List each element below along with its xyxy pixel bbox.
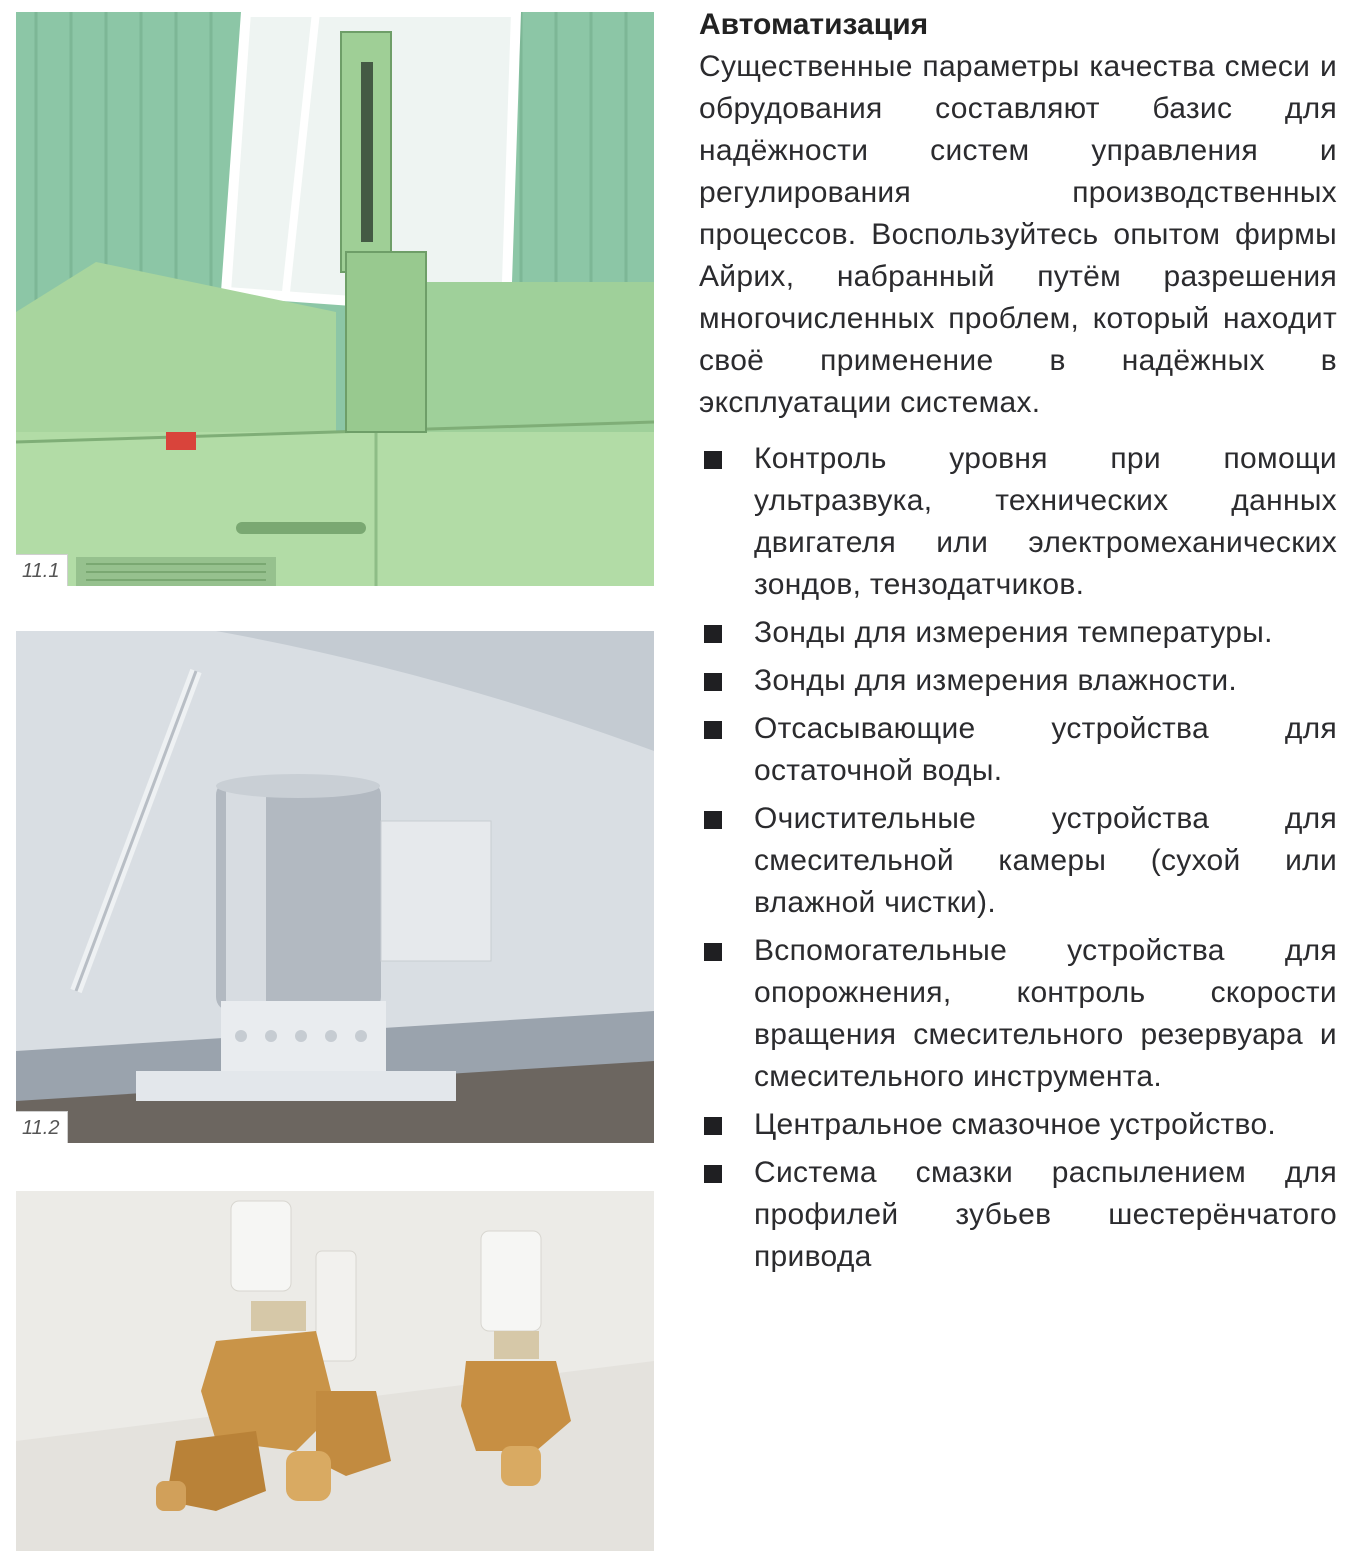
section-heading: Автоматизация (699, 8, 929, 41)
list-item: Отсасывающие устройства для остаточной воды. (699, 708, 1337, 792)
list-item: Система смазки распылением для профилей зубьев шестерёнчатого привода (699, 1152, 1337, 1278)
text-column (699, 4, 1337, 1284)
bullet-square-icon (704, 811, 722, 829)
figure-label-11-1: 11.1 (16, 554, 68, 586)
bullet-square-icon (704, 943, 722, 961)
bullet-square-icon (704, 1117, 722, 1135)
photo-spray-nozzles (16, 1191, 654, 1551)
photo-green-mixer (16, 12, 654, 586)
green-mixer-illustration (16, 12, 654, 586)
bullet-square-icon (704, 721, 722, 739)
bullet-square-icon (704, 451, 722, 469)
list-item: Зонды для измерения температуры. (699, 612, 1337, 654)
bullet-square-icon (704, 673, 722, 691)
spray-nozzles-illustration (16, 1191, 654, 1551)
figure-label-11-2: 11.2 (16, 1111, 68, 1143)
list-item: Зонды для измерения влажности. (699, 660, 1337, 702)
feature-list (699, 438, 1337, 1278)
bullet-square-icon (704, 1165, 722, 1183)
bullet-square-icon (704, 625, 722, 643)
photo-lubrication-unit (16, 631, 654, 1143)
list-item: Вспомогательные устройства для опорожнения, контроль скорости вращения смесительного резервуара и смесительного инструмента. (699, 930, 1337, 1098)
list-item: Очистительные устройства для смесительной камеры (сухой или влажной чистки). (699, 798, 1337, 924)
lubrication-unit-illustration (16, 631, 654, 1143)
list-item: Контроль уровня при помощи ультразвука, технических данных двигателя или электромеханических зондов, тензодатчиков. (699, 438, 1337, 606)
list-item: Центральное смазочное устройство. (699, 1104, 1337, 1146)
intro-paragraph: Существенные параметры качества смеси и обрудования составляют базис для надёжности систем управления и регулирования производственных процессов. Воспользуйтесь опытом фирмы Айрих, набранный путём разрешения многочисленных проблем, который находит своё применение в надёжных в эксплуатации системах. (699, 50, 1337, 419)
